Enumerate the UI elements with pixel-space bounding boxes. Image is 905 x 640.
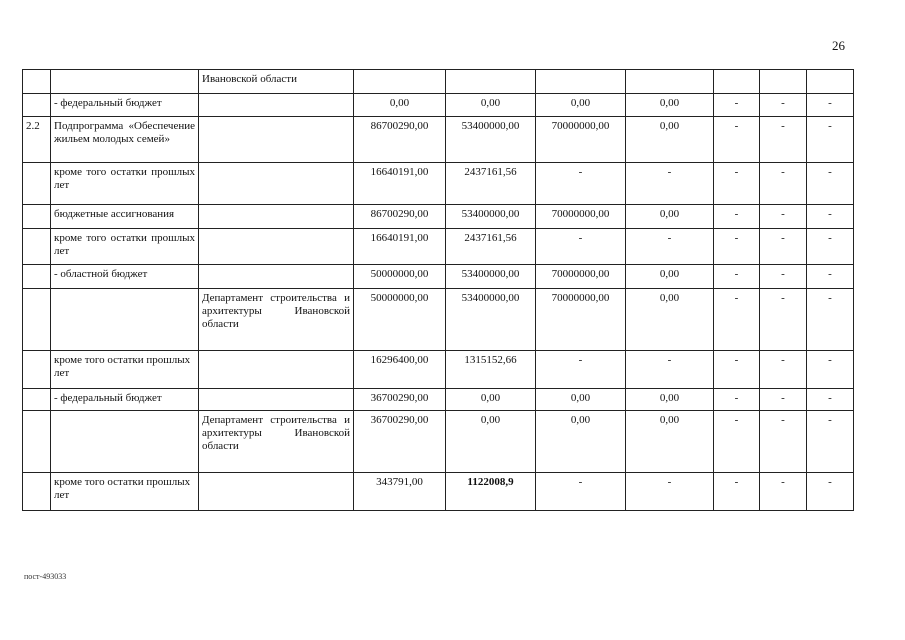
name-cell: кроме того остатки прошлых лет xyxy=(51,163,199,205)
table-row xyxy=(23,411,854,473)
value-2016-cell: 0,00 xyxy=(536,389,626,411)
row-number-cell xyxy=(23,70,51,94)
value-2014-cell: 86700290,00 xyxy=(354,117,446,163)
row-number-cell xyxy=(23,411,51,473)
value-2017-cell: 0,00 xyxy=(626,117,714,163)
value-2019-cell: - xyxy=(760,351,807,389)
value-2017-cell: - xyxy=(626,351,714,389)
name-cell: - областной бюджет xyxy=(51,265,199,289)
value-2015-cell: 0,00 xyxy=(446,411,536,473)
value-2020-cell: - xyxy=(807,205,854,229)
name-cell: - федеральный бюджет xyxy=(51,389,199,411)
value-2020-cell: - xyxy=(807,94,854,117)
value-2017-cell: - xyxy=(626,473,714,511)
table-row xyxy=(23,265,854,289)
document-code: пост-493033 xyxy=(24,572,67,581)
value-2020-cell: - xyxy=(807,229,854,265)
row-number-cell xyxy=(23,163,51,205)
executor-cell xyxy=(199,94,354,117)
row-number-cell xyxy=(23,289,51,351)
value-2018-cell: - xyxy=(714,163,760,205)
value-2018-cell xyxy=(714,70,760,94)
name-cell: - федеральный бюджет xyxy=(51,94,199,117)
value-2019-cell xyxy=(760,70,807,94)
value-2017-cell: 0,00 xyxy=(626,411,714,473)
value-2018-cell: - xyxy=(714,289,760,351)
name-cell xyxy=(51,289,199,351)
value-2014-cell: 50000000,00 xyxy=(354,289,446,351)
value-2018-cell: - xyxy=(714,94,760,117)
value-2019-cell: - xyxy=(760,229,807,265)
value-2015-cell xyxy=(446,70,536,94)
value-2016-cell xyxy=(536,70,626,94)
value-2016-cell: - xyxy=(536,229,626,265)
executor-cell xyxy=(199,163,354,205)
value-2019-cell: - xyxy=(760,265,807,289)
table-row xyxy=(23,94,854,117)
value-2014-cell: 16296400,00 xyxy=(354,351,446,389)
row-number-cell xyxy=(23,265,51,289)
value-2017-cell: 0,00 xyxy=(626,265,714,289)
executor-cell: Департамент строительства и архитектуры Ивановской области xyxy=(199,289,354,351)
executor-cell xyxy=(199,229,354,265)
table-row xyxy=(23,229,854,265)
value-2019-cell: - xyxy=(760,473,807,511)
value-2015-text: 1122008,9 xyxy=(467,476,514,488)
value-2019-cell: - xyxy=(760,411,807,473)
value-2014-cell: 36700290,00 xyxy=(354,411,446,473)
value-2019-cell: - xyxy=(760,94,807,117)
row-number-cell xyxy=(23,229,51,265)
value-2020-cell xyxy=(807,70,854,94)
value-2018-cell: - xyxy=(714,265,760,289)
value-2015-cell: 0,00 xyxy=(446,94,536,117)
name-cell: бюджетные ассигнования xyxy=(51,205,199,229)
value-2015-cell: 53400000,00 xyxy=(446,265,536,289)
value-2017-cell: 0,00 xyxy=(626,289,714,351)
table-row xyxy=(23,205,854,229)
value-2015-cell: 53400000,00 xyxy=(446,289,536,351)
value-2017-cell xyxy=(626,70,714,94)
value-2014-cell: 16640191,00 xyxy=(354,229,446,265)
executor-cell xyxy=(199,117,354,163)
value-2014-cell: 36700290,00 xyxy=(354,389,446,411)
value-2014-cell: 86700290,00 xyxy=(354,205,446,229)
budget-table xyxy=(22,69,854,511)
value-2018-cell: - xyxy=(714,351,760,389)
value-2015-cell: 2437161,56 xyxy=(446,229,536,265)
value-2015-cell: 53400000,00 xyxy=(446,117,536,163)
value-2016-cell: 70000000,00 xyxy=(536,289,626,351)
value-2016-cell: 0,00 xyxy=(536,411,626,473)
value-2014-cell: 50000000,00 xyxy=(354,265,446,289)
value-2019-cell: - xyxy=(760,205,807,229)
name-cell: Подпрограмма «Обеспечение жильем молодых семей» xyxy=(51,117,199,163)
value-2020-cell: - xyxy=(807,289,854,351)
value-2019-cell: - xyxy=(760,163,807,205)
value-2016-cell: 70000000,00 xyxy=(536,205,626,229)
value-2019-cell: - xyxy=(760,289,807,351)
value-2020-cell: - xyxy=(807,265,854,289)
name-cell: кроме того остатки прошлых лет xyxy=(51,473,199,511)
value-2018-cell: - xyxy=(714,117,760,163)
value-2015-cell xyxy=(446,473,536,511)
value-2020-cell: - xyxy=(807,411,854,473)
value-2020-cell: - xyxy=(807,163,854,205)
value-2020-cell: - xyxy=(807,473,854,511)
value-2014-cell: 0,00 xyxy=(354,94,446,117)
value-2020-cell: - xyxy=(807,351,854,389)
value-2017-cell: 0,00 xyxy=(626,205,714,229)
value-2015-cell: 2437161,56 xyxy=(446,163,536,205)
value-2017-cell: - xyxy=(626,229,714,265)
name-cell: кроме того остатки прошлых лет xyxy=(51,229,199,265)
value-2016-cell: 0,00 xyxy=(536,94,626,117)
executor-cell xyxy=(199,389,354,411)
table-row xyxy=(23,389,854,411)
row-number-cell xyxy=(23,94,51,117)
value-2016-cell: 70000000,00 xyxy=(536,117,626,163)
value-2016-cell: 70000000,00 xyxy=(536,265,626,289)
table-row xyxy=(23,117,854,163)
page-number: 26 xyxy=(832,38,845,53)
value-2018-cell: - xyxy=(714,411,760,473)
table-row xyxy=(23,473,854,511)
table-row xyxy=(23,289,854,351)
row-number-cell xyxy=(23,473,51,511)
row-number-cell: 2.2 xyxy=(23,117,51,163)
value-2015-cell: 0,00 xyxy=(446,389,536,411)
value-2018-cell: - xyxy=(714,205,760,229)
executor-cell: Ивановской области xyxy=(199,70,354,94)
executor-cell xyxy=(199,351,354,389)
executor-cell xyxy=(199,205,354,229)
value-2018-cell: - xyxy=(714,473,760,511)
value-2016-cell: - xyxy=(536,473,626,511)
value-2020-cell: - xyxy=(807,117,854,163)
value-2018-cell: - xyxy=(714,389,760,411)
value-2017-cell: 0,00 xyxy=(626,389,714,411)
table-row xyxy=(23,70,854,94)
name-cell xyxy=(51,70,199,94)
value-2015-cell: 53400000,00 xyxy=(446,205,536,229)
value-2015-cell: 1315152,66 xyxy=(446,351,536,389)
value-2017-cell: 0,00 xyxy=(626,94,714,117)
executor-cell: Департамент строительства и архитектуры Ивановской области xyxy=(199,411,354,473)
name-cell: кроме того остатки прошлых лет xyxy=(51,351,199,389)
row-number-cell xyxy=(23,351,51,389)
value-2016-cell: - xyxy=(536,163,626,205)
value-2016-cell: - xyxy=(536,351,626,389)
executor-cell xyxy=(199,473,354,511)
value-2018-cell: - xyxy=(714,229,760,265)
executor-cell xyxy=(199,265,354,289)
row-number-cell xyxy=(23,389,51,411)
table-row xyxy=(23,163,854,205)
value-2019-cell: - xyxy=(760,389,807,411)
name-cell xyxy=(51,411,199,473)
value-2019-cell: - xyxy=(760,117,807,163)
value-2017-cell: - xyxy=(626,163,714,205)
table-row xyxy=(23,351,854,389)
value-2014-cell: 16640191,00 xyxy=(354,163,446,205)
value-2020-cell: - xyxy=(807,389,854,411)
value-2014-cell xyxy=(354,70,446,94)
value-2014-cell: 343791,00 xyxy=(354,473,446,511)
row-number-cell xyxy=(23,205,51,229)
